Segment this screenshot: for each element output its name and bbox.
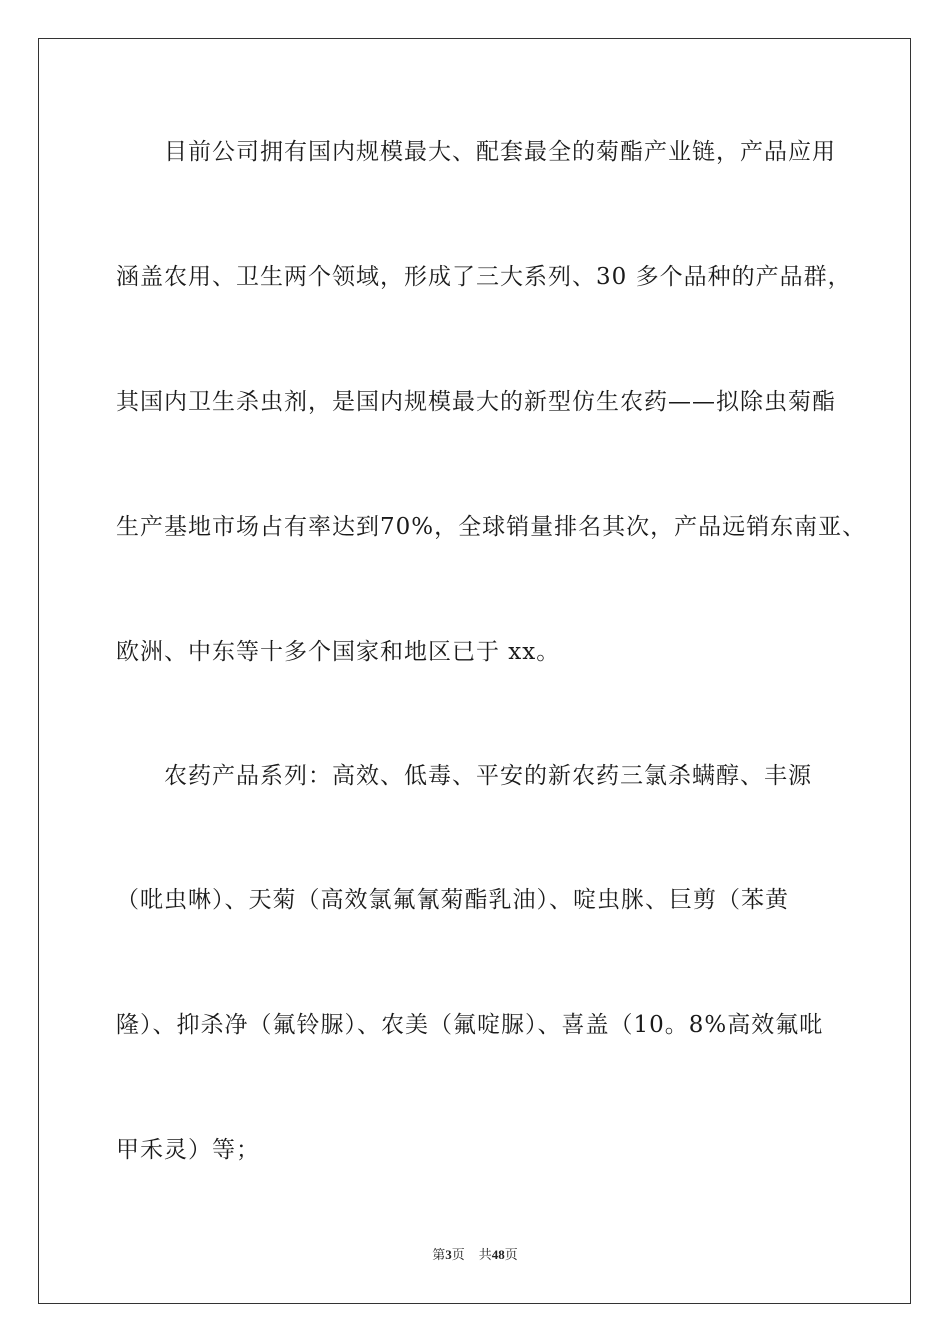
paragraph-1-line-1: 目前公司拥有国内规模最大、配套最全的菊酯产业链，产品应用 xyxy=(164,139,836,165)
paragraph-1-line-2: 涵盖农用、卫生两个领域，形成了三大系列、30 多个品种的产品群， xyxy=(116,264,852,290)
page-footer xyxy=(0,1247,950,1263)
paragraph-2-line-4: 甲禾灵）等； xyxy=(116,1137,260,1163)
footer-page-suffix: 页 xyxy=(451,1247,465,1262)
total-page-count: 48 xyxy=(491,1247,505,1262)
paragraph-1-line-4: 生产基地市场占有率达到70%，全球销量排名其次，产品远销东南亚、 xyxy=(116,514,867,540)
footer-total-suffix: 页 xyxy=(504,1247,518,1262)
page-border xyxy=(38,38,911,1304)
footer-prefix: 第 xyxy=(432,1247,446,1262)
footer-total-prefix: 共 xyxy=(478,1247,492,1262)
paragraph-2-line-1: 农药产品系列：高效、低毒、平安的新农药三氯杀螨醇、丰源 xyxy=(164,763,812,789)
paragraph-1-line-5: 欧洲、中东等十多个国家和地区已于 xx。 xyxy=(116,639,561,665)
paragraph-2-line-2: （吡虫啉）、天菊（高效氯氟氰菊酯乳油）、啶虫脒、巨剪（苯黄 xyxy=(116,887,789,913)
current-page-number: 3 xyxy=(445,1247,452,1262)
paragraph-1-line-3: 其国内卫生杀虫剂，是国内规模最大的新型仿生农药——拟除虫菊酯 xyxy=(116,389,836,415)
paragraph-2-line-3: 隆）、抑杀净（氟铃脲）、农美（氟啶脲）、喜盖（10。8%高效氟吡 xyxy=(116,1012,824,1038)
